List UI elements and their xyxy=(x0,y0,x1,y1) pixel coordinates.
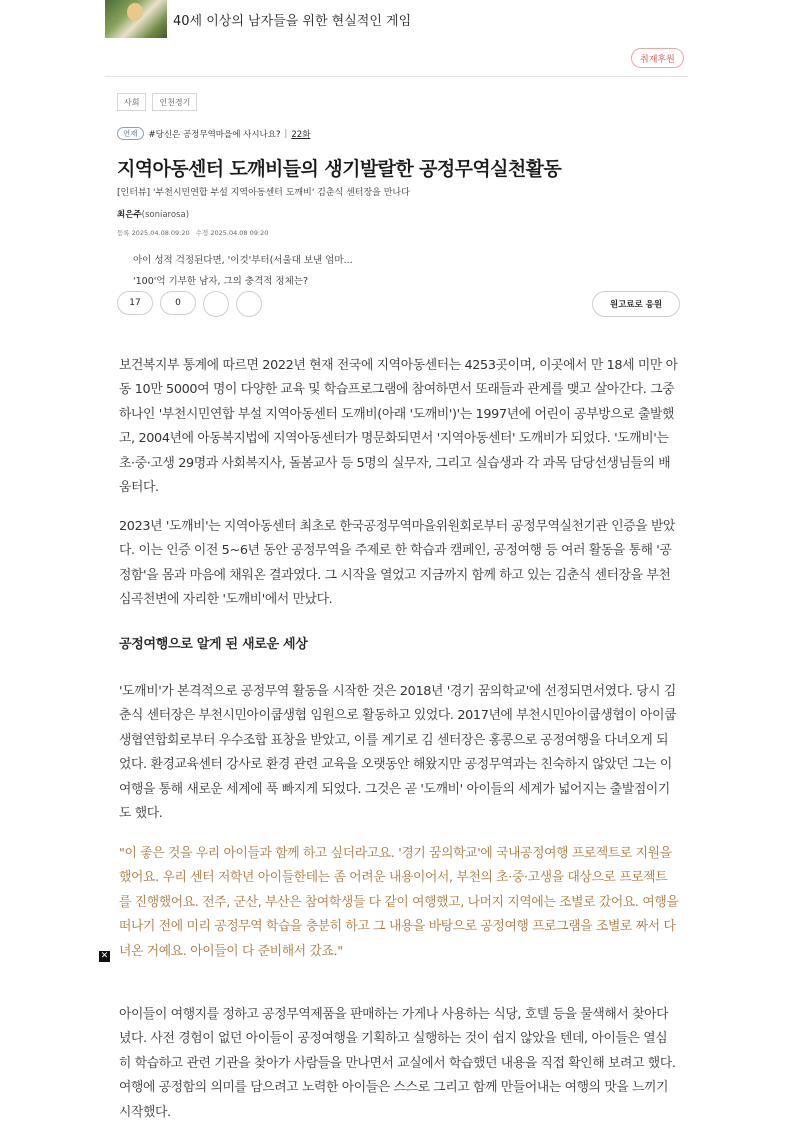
series-info xyxy=(117,127,310,140)
section-heading: 공정여행으로 알게 된 새로운 세상 xyxy=(119,637,308,652)
related-link[interactable]: 아이 성적 걱정된다면, '이것'부터(서울대 보낸 엄마... xyxy=(133,255,353,266)
support-writer-button[interactable]: 원고료로 응원 xyxy=(592,291,680,317)
close-icon[interactable]: ✕ xyxy=(100,951,109,961)
body-paragraph: 보건복지부 통계에 따르면 2022년 현재 전국에 지역아동센터는 4253곳이며, 이곳에서 만 18세 미만 아동 10만 5000여 명이 다양한 교육 및 학습프로그램에 참여하면서 또래들과 관계를 맺고 살아간다. 그중 하나인 '부천시민연합 부설 지역아동센터 도깨비(아래 '도깨비')'는 1997년에 어린이 공부방으로 출발했고, 2004년에 아동복지법에 지역아동센터가 명문화되면서 '지역아동센터' 도깨비가 되었다. '도깨비'는 초·중·고생 29명과 사회복지사, 돌봄교사 등 5명의 실무자, 그리고 실습생과 각 과목 담당선생님들의 배움터다. xyxy=(119,358,678,496)
body-paragraph: 아이들이 여행지를 정하고 공정무역제품을 판매하는 가게나 사용하는 식당, 호텔 등을 물색해서 찾아다녔다. 사전 경험이 없던 아이들이 공정여행을 기획하고 실행하는 것이 쉽지 않았을 텐데, 아이들은 열심히 학습하고 관련 기관을 찾아가 사람들을 만나면서 교실에서 학습했던 내용을 직접 확인해 보려고 했다. 여행에 공정함의 의미를 담으려고 노력한 아이들은 스스로 그리고 함께 만들어내는 여행의 맛을 느끼기 시작했다. xyxy=(119,1007,676,1120)
like-button[interactable]: 17 xyxy=(117,291,153,315)
support-top-button[interactable]: 취재후원 xyxy=(631,48,684,68)
interview-quote: "이 좋은 것을 우리 아이들과 함께 하고 싶더라고요. '경기 꿈의학교'에 국내공정여행 프로젝트로 지원을 했어요. 우리 센터 저학년 아이들한테는 좀 어려운 내용이어서, 부천의 초·중·고생을 대상으로 프로젝트를 진행했어요. 전주, 군산, 부산은 참여학생들 다 같이 여행했고, 나머지 지역에는 조별로 갔어요. 여행을 떠나기 전에 미리 공정무역 학습을 충분히 하고 그 내용을 바탕으로 공정여행 프로그램을 조별로 짜서 다녀온 거예요. 아이들이 다 준비해서 갔죠." xyxy=(119,846,679,959)
ad-banner[interactable] xyxy=(105,0,505,38)
registered-date: 등록 2025.04.08 09:20 xyxy=(117,229,190,237)
article-dates xyxy=(117,228,272,237)
comment-button[interactable]: 0 xyxy=(160,291,196,315)
action-bar xyxy=(117,291,262,317)
article-headline: 지역아동센터 도깨비들의 생기발랄한 공정무역실천활동 xyxy=(117,158,562,180)
tag-social[interactable]: 사회 xyxy=(117,93,146,111)
series-separator: | xyxy=(284,128,288,139)
series-episode-link[interactable]: 22화 xyxy=(291,129,311,140)
related-links xyxy=(133,250,353,292)
divider xyxy=(105,76,688,77)
author-name[interactable]: 최은주 xyxy=(117,210,142,220)
modified-date: 수정 2025.04.08 09:20 xyxy=(195,229,269,237)
series-badge: 연재 xyxy=(117,127,144,140)
tag-incheon-gyeonggi[interactable]: 인천경기 xyxy=(152,93,197,111)
related-link[interactable]: '100'억 기부한 남자, 그의 충격적 정체는? xyxy=(133,276,308,287)
ad-title[interactable]: 40세 이상의 남자들을 위한 현실적인 게임 xyxy=(173,13,412,29)
share-button[interactable] xyxy=(203,291,229,317)
article-subhead: [인터뷰] '부천시민연합 부설 지역아동센터 도깨비' 김춘식 센터장을 만나다 xyxy=(117,188,410,198)
ad-thumbnail[interactable] xyxy=(105,0,167,38)
author-byline[interactable] xyxy=(117,208,189,220)
author-id[interactable]: (soniarosa) xyxy=(141,210,190,220)
body-paragraph: '도깨비'가 본격적으로 공정무역 활동을 시작한 것은 2018년 '경기 꿈의학교'에 선정되면서였다. 당시 김춘식 센터장은 부천시민아이쿱생협 임원으로 활동하고 있었다. 2017년에 부천시민아이쿱생협이 아이쿱생협연합회로부터 우수조합 표창을 받았고, 이를 계기로 김 센터장은 홍콩으로 공정여행을 다녀오게 되었다. 환경교육센터 강사로 환경 관련 교육을 오랫동안 해왔지만 공정무역과는 친숙하지 않았던 그는 이 여행을 통해 새로운 세계에 푹 빠지게 되었다. 그것은 곧 '도깨비' 아이들의 세계가 넓어지는 출발점이기도 했다. xyxy=(119,684,677,822)
more-button[interactable] xyxy=(236,291,262,317)
body-paragraph: 2023년 '도깨비'는 지역아동센터 최초로 한국공정무역마을위원회로부터 공정무역실천기관 인증을 받았다. 이는 인증 이전 5~6년 동안 공정무역을 주제로 한 학습과 캠페인, 공정여행 등 여러 활동을 통해 '공정함'을 몸과 마음에 채워온 결과였다. 그 시작을 열었고 지금까지 함께 하고 있는 김춘식 센터장을 부천 심곡천변에 자리한 '도깨비'에서 만났다. xyxy=(119,519,676,608)
series-title-link[interactable]: #당신은 공정무역마을에 사시나요? xyxy=(148,129,281,140)
category-tags xyxy=(117,93,197,111)
